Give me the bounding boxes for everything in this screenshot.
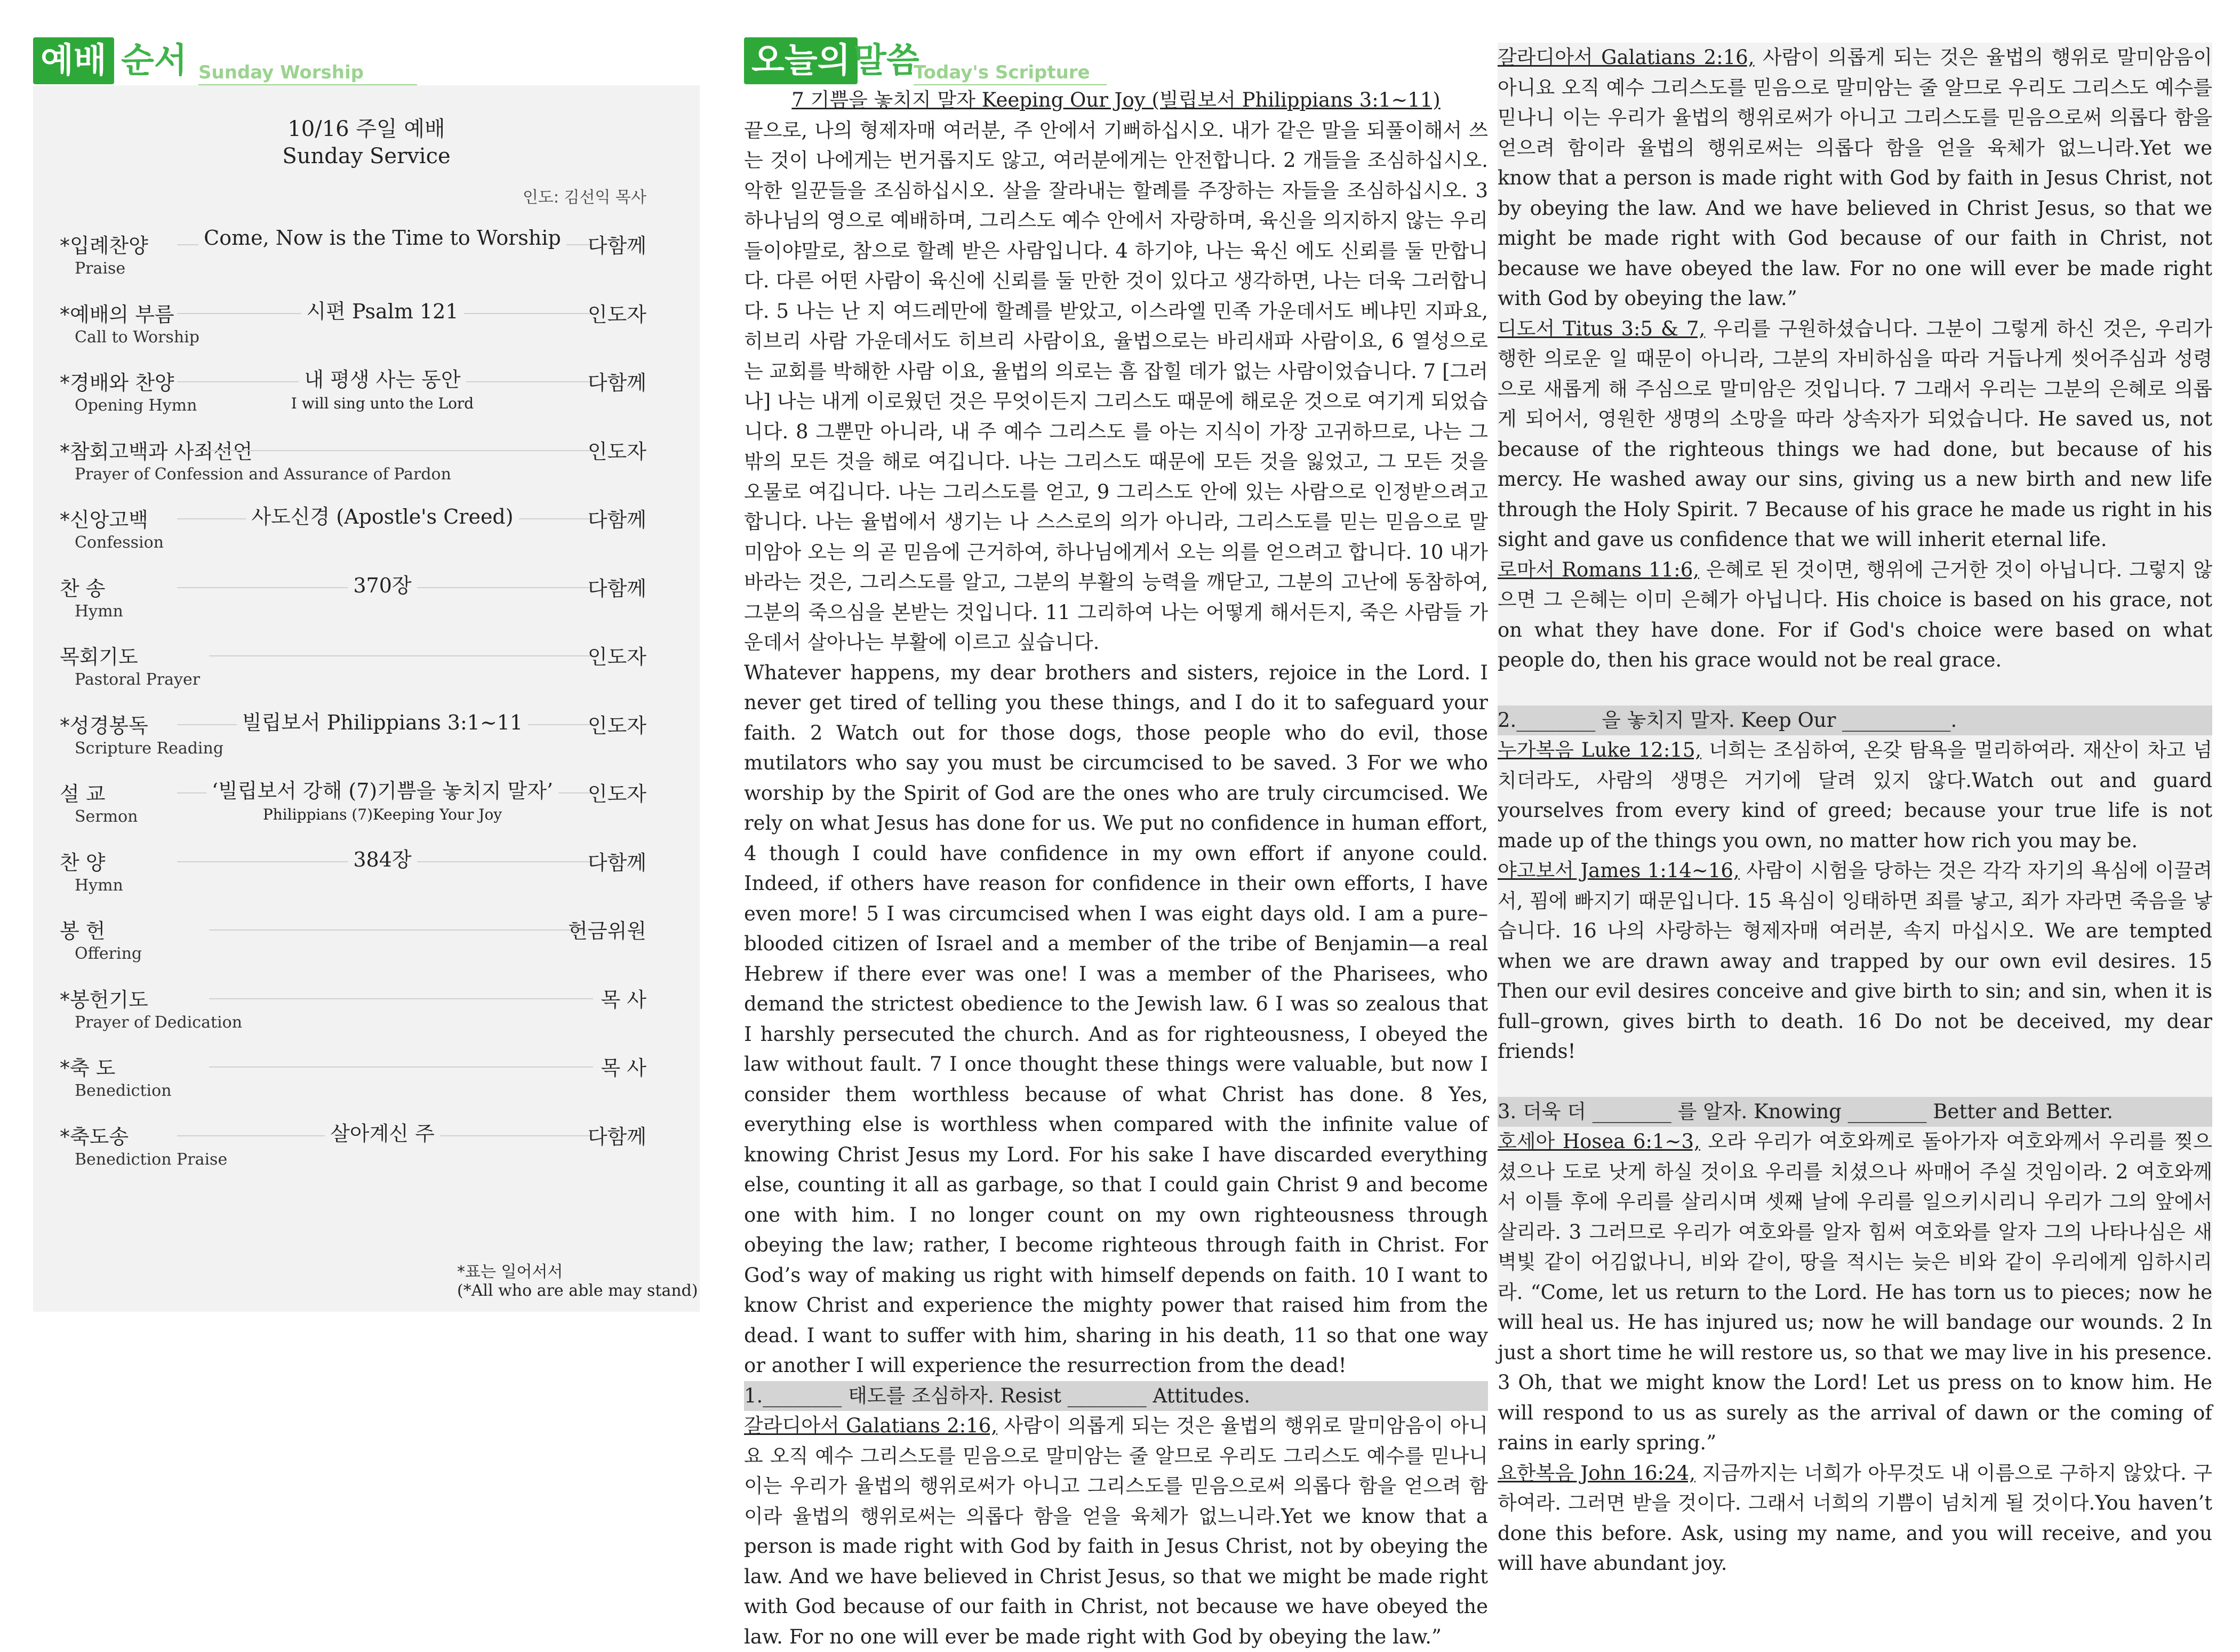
sermon-point-2: 2.________ 을 놓치지 말자. Keep Our ___________.: [1498, 705, 2212, 736]
service-item-name-en: Call to Worship: [75, 327, 199, 347]
spacer: [1498, 676, 2212, 705]
service-item-title: Come, Now is the Time to Worship: [198, 226, 566, 250]
verse-galatians-continued-wrap: [1498, 43, 2212, 314]
verse-romans: [1498, 555, 2212, 676]
standing-note-ko: *표는 일어서서: [457, 1263, 563, 1281]
service-item-name: *입례찬양: [60, 234, 148, 258]
service-item: [33, 572, 700, 636]
service-item-name: 봉 헌: [60, 919, 106, 943]
scripture-column-1: [744, 85, 1489, 1648]
service-item-title-wrap: [198, 706, 566, 735]
service-item: [33, 846, 700, 910]
verse-john: [1498, 1458, 2212, 1579]
service-item-name: *성경봉독: [60, 713, 148, 737]
service-item-leader: 인도자: [587, 713, 646, 737]
service-item-name-en: Pastoral Prayer: [75, 670, 201, 689]
scripture-header-label-2: 말씀: [853, 41, 919, 81]
order-of-service-panel: [33, 85, 700, 1312]
verse-text: 사람이 의롭게 되는 것은 율법의 행위로 말미암음이 아니요 오직 예수 그리스도를 믿음으로 말미암는 줄 알므로 우리도 그리스도 예수를 믿나니 이는 우리가 율법의 행위로써가 아니고 그리스도를 믿음으로써 의롭다 함을 얻으려 함이라 율법의 행위로써는 의롭다 함을 얻을 육체가 없느니라.Yet we know that a person is made right with God by faith in Jesus Christ, not by obeying the law. And we have believed in Christ Jesus, so that we might be made right with God because of our faith in Christ, not because we have obeyed the law. For no one will ever be made right with God by obeying the law.”: [1498, 46, 2212, 310]
service-item-name: *봉헌기도: [60, 988, 148, 1012]
service-item-title: 내 평생 사는 동안: [299, 368, 466, 391]
scripture-body-ko: 끝으로, 나의 형제자매 여러분, 주 안에서 기뻐하십시오. 내가 같은 말을 되풀이해서 쓰는 것이 나에게는 번거롭지도 않고, 여러분에게는 안전합니다. 2 개들을 조심하십시오. 악한 일꾼들을 조심하십시오. 살을 잘라내는 할례를 주장하는 자들을 조심하십시오. 3 하나님의 영으로 예배하며, 그리스도 예수 안에서 자랑하며, 육신을 의지하지 않는 우리들이야말로, 참으로 할례 받은 사람입니다. 4 하기야, 나는 육신 에도 신뢰를 둘 만합니다. 다른 어떤 사람이 육신에 신뢰를 둘 만한 것이 있다고 생각하면, 나는 더욱 그러합니다. 5 나는 난 지 여드레만에 할례를 받았고, 이스라엘 민족 가운데서도 베냐민 지파요, 히브리 사람 가운데서도 히브리 사람이요, 율법으로는 바리새파 사람이요, 6 열성으로는 교회를 박해한 사람 이요, 율법의 의로는 흠 잡힐 데가 없는 사람이었습니다. 7 [그러나] 나는 내게 이로웠던 것은 무엇이든지 그리스도 때문에 해로운 것으로 여기게 되었습니다. 8 그뿐만 아니라, 내 주 예수 그리스도 를 아는 지식이 가장 고귀하므로, 나는 그 밖의 모든 것을 해로 여깁니다. 나는 그리스도 때문에 모든 것을 잃었고, 그 모든 것을 오물로 여깁니다. 나는 그리스도를 얻고, 9 그리스도 안에 있는 사람으로 인정받으려고 합니다. 나는 율법에서 생기는 나 스스로의 의가 아니라, 그리스도를 믿는 믿음으로 말미암아 오는 의 곧 믿음에 근거하여, 하나님에게서 오는 의를 얻으려고 합니다. 10 내가 바라는 것은, 그리스도를 알고, 그분의 부활의 능력을 깨닫고, 그분의 고난에 동참하여, 그분의 죽으심을 본받는 것입니다. 11 그리하여 나는 어떻게 해서든지, 죽은 사람들 가운데서 살아나는 부활에 이르고 싶습니다.: [744, 118, 1488, 654]
service-item: [33, 709, 700, 773]
worship-header-label: 예배: [33, 37, 114, 84]
service-item-leader: 인도자: [587, 645, 646, 669]
service-item-name-en: Hymn: [75, 876, 123, 895]
verse-text: 우리를 구원하셨습니다. 그분이 그렇게 하신 것은, 우리가 행한 의로운 일 때문이 아니라, 그분의 자비하심을 따라 거듭나게 씻어주심과 성령으로 새롭게 해 주심으로 말미암은 것입니다. 7 그래서 우리는 그분의 은혜로 의롭게 되어서, 영원한 생명의 소망을 따라 상속자가 되었습니다. He saved us, not because of the righteous things we had done, but because of his mercy. He washed away our sins, giving us a new birth and new life through the Holy Spirit. 7 Because of his grace he made us right in his sight and gave us confidence that we will inherit eternal life.: [1498, 317, 2212, 551]
service-item: [33, 435, 700, 499]
verse-ref: 갈라디아서 Galatians 2:16,: [744, 1414, 998, 1437]
service-item-title: 370장: [348, 574, 417, 597]
service-item-leader: 인도자: [587, 439, 646, 463]
service-item: [33, 1120, 700, 1184]
service-item: [33, 915, 700, 979]
service-item-leader: 다함께: [587, 851, 646, 875]
verse-galatians: [744, 1411, 1488, 1652]
service-item-name-en: Prayer of Confession and Assurance of Pardon: [75, 464, 451, 484]
scripture-header-label: 오늘의: [744, 37, 858, 84]
dotted-leader: [209, 998, 593, 999]
verse-ref: 요한복음 John 16:24,: [1498, 1461, 1695, 1485]
service-item-leader: 헌금위원: [568, 919, 646, 943]
service-item-name: 설 교: [60, 782, 106, 806]
dotted-leader: [209, 929, 593, 931]
verse-ref: 호세아 Hosea 6:1~3,: [1498, 1130, 1700, 1153]
service-item-name: 찬 양: [60, 851, 106, 875]
worship-header-subtitle: Sunday Worship: [198, 62, 364, 83]
service-item-name: *축도송: [60, 1125, 129, 1149]
service-item-name-en: Praise: [75, 259, 126, 278]
service-item-name-en: Offering: [75, 944, 142, 963]
verse-hosea: [1498, 1127, 2212, 1458]
service-item-title: 384장: [348, 848, 417, 871]
service-date: 10/16 주일 예배: [287, 117, 445, 141]
verse-text: 사람이 의롭게 되는 것은 율법의 행위로 말미암음이 아니요 오직 예수 그리스도를 믿음으로 말미암는 줄 알므로 우리도 그리스도 예수를 믿나니 이는 우리가 율법의 행위로써가 아니고 그리스도를 믿음으로써 의롭다 함을 얻으려 함이라 율법의 행위로써는 의롭다 함을 얻을 육체가 없느니라.Yet we know that a person is made right with God by faith in Jesus Christ, not by obeying the law. And we have believed in Christ Jesus, so that we might be made right with God because of our faith in Christ, not because we have obeyed the law. For no one will ever be made right with God by obeying the law.”: [744, 1414, 1489, 1648]
service-item-leader: 다함께: [587, 1125, 646, 1149]
service-item: [33, 226, 700, 293]
service-item: [33, 366, 700, 430]
service-item-leader: 인도자: [587, 302, 646, 326]
sermon-point-3: 3. 더욱 더 ________ 를 알자. Knowing ________ Better and Better.: [1498, 1097, 2212, 1127]
verse-text: 지금까지는 너희가 아무것도 내 이름으로 구하지 않았다. 구하여라. 그러면 받을 것이다. 그래서 너희의 기쁨이 넘치게 될 것이다.You haven’t done this before. Ask, using my name, and you will receive, and you will have abundant joy.: [1498, 1461, 2212, 1575]
service-item: [33, 983, 700, 1047]
verse-ref: 디도서 Titus 3:5 & 7,: [1498, 317, 1706, 340]
verse-luke: [1498, 735, 2212, 856]
service-item-name: *참회고백과 사죄선언: [60, 439, 253, 463]
service-item-name: *예배의 부름: [60, 302, 174, 326]
service-item-title-wrap: [198, 569, 566, 598]
scripture-header: [744, 37, 1107, 85]
spacer: [1498, 1067, 2212, 1097]
service-item-leader: 목 사: [601, 1056, 646, 1080]
worship-header: [33, 37, 385, 85]
scripture-header-subtitle: Today's Scripture: [914, 62, 1090, 83]
scripture-column-2: [1498, 43, 2212, 1575]
service-item: [33, 640, 700, 704]
dotted-leader: [209, 1066, 593, 1068]
service-item-title-wrap: [198, 1117, 566, 1146]
verse-galatians-continued-text: [1498, 43, 2212, 314]
service-item: [33, 298, 700, 362]
service-item-name-en: Scripture Reading: [75, 739, 224, 758]
scripture-body-en: Whatever happens, my dear brothers and sisters, rejoice in the Lord. I never get tired of telling you these things, and I do it to safeguard your faith. 2 Watch out for those dogs, those people who do evil, those mutilators who say you must be circumcised to be saved. 3 For we who worship by the Spirit of God are the ones who are truly circumcised. We rely on what Jesus has done for us. We put no confidence in human effort, 4 though I could have confidence in my own effort if anyone could. Indeed, if others have reason for confidence in their own efforts, I have even more! 5 I was circumcised when I was eight days old. I am a pure–blooded citizen of Israel and a member of the tribe of Benjamin—a real Hebrew if there ever was one! I was a member of the Pharisees, who demand the strictest obedience to the Jewish law. 6 I was so zealous that I harshly persecuted the church. And as for righteousness, I obeyed the law without fault. 7 I once thought these things were valuable, but now I consider them worthless because of what Christ has done. 8 Yes, everything else is worthless when compared with the infinite value of knowing Christ Jesus my Lord. For his sake I have discarded everything else, counting it all as garbage, so that I could gain Christ 9 and become one with him. I no longer count on my own righteousness through obeying the law; rather, I become righteous through faith in Christ. For God’s way of making us right with himself depends on faith. 10 I want to know Christ and experience the mighty power that raised him from the dead. I want to suffer with him, sharing in his death, 11 so that one way or another I will experience the resurrection from the dead!: [744, 661, 1488, 1377]
service-item-name-en: Benediction: [75, 1081, 172, 1100]
service-item-leader: 인도자: [587, 782, 646, 806]
service-item-subtitle: I will sing unto the Lord: [291, 395, 474, 412]
scripture-column-2-inner: [1498, 43, 2212, 1579]
service-item-title: ‘빌립보서 강해 (7)기쁨을 놓치지 말자’: [206, 779, 558, 803]
service-leader: 인도: 김선익 목사: [522, 188, 646, 207]
service-item-name: 찬 송: [60, 576, 106, 600]
verse-ref: 누가복음 Luke 12:15,: [1498, 739, 1702, 761]
service-item-leader: 다함께: [587, 576, 646, 600]
verse-titus: [1498, 314, 2212, 555]
service-item-title-wrap: [198, 843, 566, 872]
service-item-title-wrap: [198, 363, 566, 412]
service-item-title-wrap: [198, 295, 566, 324]
service-item-name-en: Prayer of Dedication: [75, 1013, 243, 1032]
verse-text: 사람이 시험을 당하는 것은 각각 자기의 욕심에 이끌려서, 꾐에 빠지기 때문입니다. 15 욕심이 잉태하면 죄를 낳고, 죄가 자라면 죽음을 낳습니다. 16 나의 사랑하는 형제자매 여러분, 속지 마십시오. We are tempted when we are drawn away and trapped by our own evil desires. 15 Then our evil desires conceive and give birth to sin; and sin, when it is full–grown, gives birth to death. 16 Do not be deceived, my dear friends!: [1498, 859, 2212, 1063]
verse-text: 은혜로 된 것이면, 행위에 근거한 것이 아닙니다. 그렇지 않으면 그 은혜는 이미 은혜가 아닙니다. His choice is based on his grace, not on what they have done. For if God's choice were based on what people do, then his grace would not be real grace.: [1498, 558, 2212, 671]
service-item-leader: 목 사: [601, 988, 646, 1012]
verse-text: 오라 우리가 여호와께로 돌아가자 여호와께서 우리를 찢으셨으나 도로 낫게 하실 것이요 우리를 치셨으나 싸매어 주실 것임이라. 2 여호와께서 이틀 후에 우리를 살리시며 셋째 날에 우리를 일으키시리니 우리가 그의 앞에서 살리라. 3 그러므로 우리가 여호와를 알자 힘써 여호와를 알자 그의 나타나심은 새벽빛 같이 어김없나니, 비와 같이, 땅을 적시는 늦은 비와 같이 우리에게 임하시리라. “Come, let us return to the Lord. He has torn us to pieces; now he will heal us. He has injured us; now he will bandage our wounds. 2 In just a short time he will restore us, so that we may live in his presence. 3 Oh, that we might know the Lord! Let us press on to know him. He will respond to us as surely as the arrival of dawn or the coming of rains in early spring.”: [1498, 1130, 2212, 1454]
service-item-name-en: Sermon: [75, 807, 138, 826]
service-item: [33, 777, 700, 841]
service-item-title: 사도신경 (Apostle's Creed): [246, 505, 518, 528]
service-item-title: 빌립보서 Philippians 3:1~11: [237, 711, 528, 734]
service-item-name: *신앙고백: [60, 508, 148, 532]
service-item-subtitle: Philippians (7)Keeping Your Joy: [262, 806, 502, 823]
sermon-point-1: 1.________ 태도를 조심하자. Resist ________ Attitudes.: [744, 1381, 1488, 1412]
verse-ref: 로마서 Romans 11:6,: [1498, 558, 1700, 581]
service-item-title: 시편 Psalm 121: [301, 300, 464, 323]
worship-header-label-2: 순서: [121, 41, 187, 81]
service-item-name-en: Hymn: [75, 602, 123, 621]
dotted-leader: [209, 450, 593, 451]
standing-note-en: (*All who are able may stand): [457, 1281, 698, 1300]
service-item: [33, 503, 700, 567]
service-item: [33, 1052, 700, 1116]
verse-ref: 야고보서 James 1:14~16,: [1498, 859, 1740, 882]
service-item-name: *축 도: [60, 1056, 116, 1080]
service-item-title-wrap: [198, 226, 566, 250]
service-item-leader: 다함께: [587, 371, 646, 395]
scripture-title: 7 기쁨을 놓치지 말자 Keeping Our Joy (빌립보서 Philippians 3:1~11): [791, 89, 1441, 111]
service-item-name: 목회기도: [60, 645, 138, 669]
service-item-name-en: Opening Hymn: [75, 396, 197, 415]
verse-text: 너희는 조심하여, 온갖 탐욕을 멀리하여라. 재산이 차고 넘치더라도, 사람의 생명은 거기에 달려 있지 않다.Watch out and guard yourselves from every kind of greed; because your true life is not made up of the things you own, no matter how rich you may be.: [1498, 739, 2212, 852]
dotted-leader: [209, 655, 593, 656]
service-item-name-en: Benediction Praise: [75, 1150, 228, 1169]
service-name: Sunday Service: [282, 144, 451, 169]
service-item-title-wrap: [198, 500, 566, 530]
service-item-title: 살아계신 주: [325, 1122, 440, 1145]
service-item-name: *경배와 찬양: [60, 371, 174, 395]
service-item-leader: 다함께: [587, 234, 646, 258]
service-item-leader: 다함께: [587, 508, 646, 532]
service-item-title-wrap: [198, 774, 566, 823]
verse-james: [1498, 856, 2212, 1067]
verse-ref: 갈라디아서 Galatians 2:16,: [1498, 46, 1755, 69]
service-item-name-en: Confession: [75, 533, 164, 552]
